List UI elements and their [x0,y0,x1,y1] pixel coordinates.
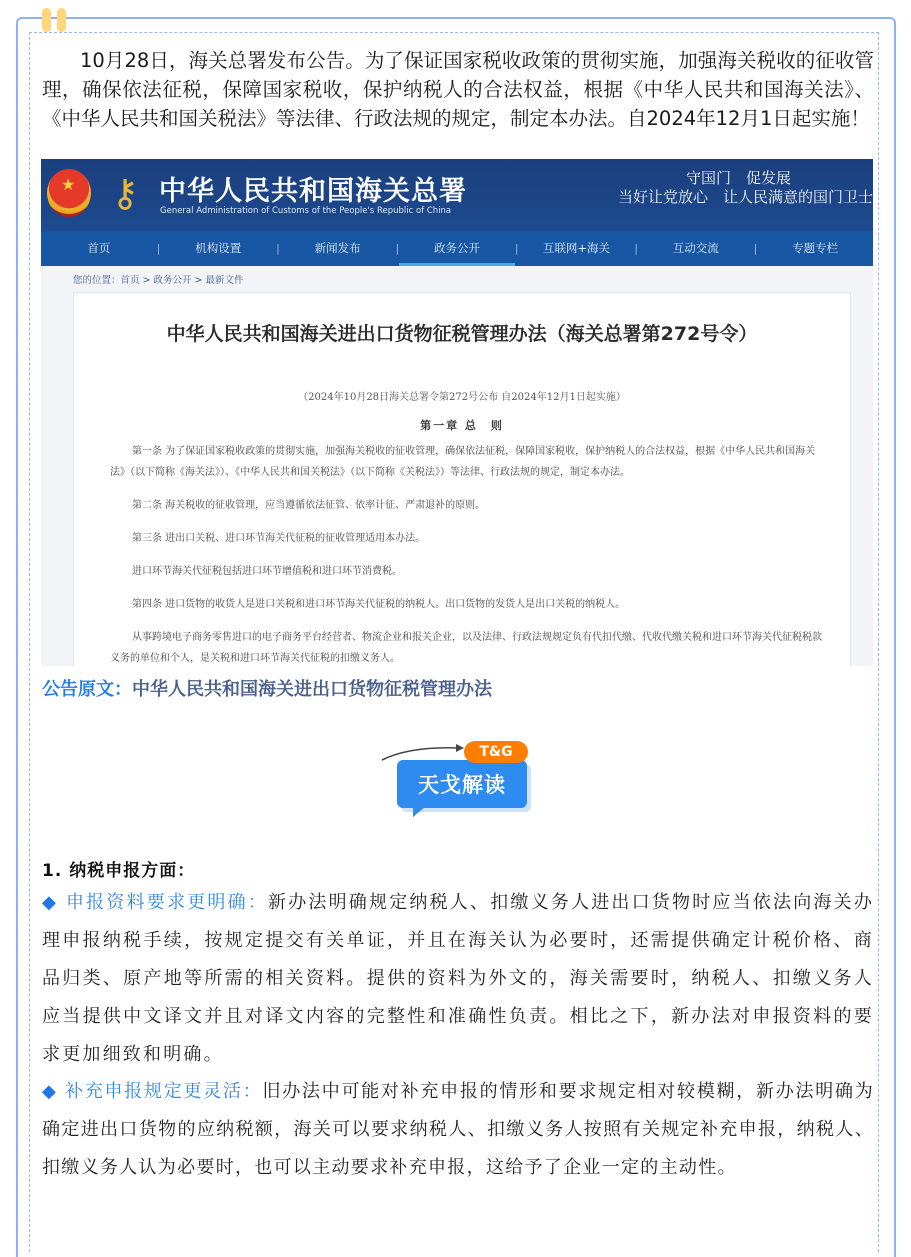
nav-separator: | [395,242,400,255]
document-date: （2024年10月28日海关总署令第272号公布 自2024年12月1日起实施） [298,392,626,403]
doc-article-3: 第三条 进出口关税、进口环节海关代征税的征收管理适用本办法。 [132,533,426,544]
nav-interaction[interactable]: 互动交流 [672,241,719,255]
nav-separator: | [634,242,638,255]
decorative-clip-right [57,8,66,32]
item-heading: 申报资料要求更明确： [65,892,268,913]
site-title: 中华人民共和国海关总署 [159,176,467,207]
site-header [41,159,873,231]
nav-separator: | [753,242,758,255]
document-title: 中华人民共和国海关进出口货物征税管理办法（海关总署第272号令） [166,323,758,345]
item-text: 新办法明确规定纳税人、扣缴义务人进出口货物时应当依法向海关办理申报纳税手续，按规定提交有关单证，并且在海关认为必要时，还需提供确定计税价格、商品归类、原产地等所需的相关资料。提供的资料为外文的，海关需要时，纳税人、扣缴义务人应当提供中文译文并且对译文内容的完整性和准确性负责。相比之下，新办法对申报资料的要求更加细致和明确。 [42,892,875,1065]
doc-article-4: 第四条 进口货物的收货人是进口关税和进口环节海关代征税的纳税人。出口货物的发货人是出口关税的纳税人。 [132,599,626,610]
nav-news[interactable]: 新闻发布 [314,241,361,255]
item-heading: 补充申报规定更灵活： [65,1081,263,1102]
nav-separator: | [514,242,519,255]
doc-article-2: 第二条 海关税收的征收管理，应当遵循依法征管、依率计征、严肃退补的原则。 [132,500,486,511]
decorative-clip-left [42,8,51,32]
item-text: 旧办法中可能对补充申报的情形和要求规定相对较模糊，新办法明确为确定进出口货物的应纳税额，海关可以要求纳税人、扣缴义务人按照有关规定补充申报，纳税人、扣缴义务人认为必要时，也可以主动要求补充申报，这给予了企业一定的主动性。 [42,1081,875,1178]
document-chapter: 第一章 总 则 [420,419,504,432]
nav-organization[interactable]: 机构设置 [195,241,242,255]
diamond-bullet-icon: ◆ [42,892,59,913]
doc-article-4-note: 从事跨境电子商务零售进口的电子商务平台经营者、物流企业和报关企业，以及法律、行政法规规定负有代扣代缴、代收代缴关税和进口环节海关代征税税款义务的单位和个人，是关税和进口环节海关代征税的扣缴义务人。 [110,632,822,664]
site-slogan [573,169,873,207]
badge-text: 天戈解读 [418,773,506,797]
slogan-line-2: 当好让党放心 让人民满意的国门卫士 [617,188,873,206]
intro-paragraph: 10月28日，海关总署发布公告。为了保证国家税收政策的贯彻实施，加强海关税收的征收管理，确保依法征税，保障国家税收，保护纳税人的合法权益，根据《中华人民共和国海关法》、《中华人民共和国关税法》等法律、行政法规的规定，制定本办法。自2024年12月1日起实施！ [42,49,874,130]
nav-separator: | [276,242,280,255]
source-title: 中华人民共和国海关进出口货物征税管理办法 [132,679,492,700]
tg-tag: T&G [464,741,528,763]
interpretation-badge [397,760,527,808]
nav-government-affairs[interactable]: 政务公开 [399,231,515,266]
nav-separator: | [156,242,161,255]
national-emblem-icon: ★ [47,169,91,217]
doc-article-1: 第一条 为了保证国家税收政策的贯彻实施，加强海关税收的征收管理，确保依法征税，保障国家税收，保护纳税人的合法权益，根据《中华人民共和国海关法》（以下简称《海关法》）、《中华人民共和国关税法》（以下简称《关税法》）等法律、行政法规的规定，制定本办法。 [110,446,816,478]
breadcrumb[interactable]: 您的位置：首页 > 政务公开 > 最新文件 [73,275,244,286]
site-nav [41,231,873,266]
section-title: 1. 纳税申报方面： [42,861,196,881]
section-item-1 [42,884,874,1074]
nav-home[interactable]: 首页 [87,241,111,255]
site-subtitle: General Administration of Customs of the People's Republic of China [160,206,452,216]
document-panel [73,292,851,666]
diamond-bullet-icon: ◆ [42,1081,58,1102]
doc-article-3-note: 进口环节海关代征税包括进口环节增值税和进口环节消费税。 [132,566,402,577]
section-item-2 [42,1073,874,1187]
document-body [110,441,830,666]
source-label: 公告原文： [42,679,132,700]
nav-internet-customs[interactable]: 互联网+海关 [542,241,610,255]
speech-bubble-tail [413,807,425,817]
source-link[interactable] [42,675,492,701]
customs-key-emblem-icon: ⚷ [111,171,139,215]
customs-website-screenshot [41,159,873,666]
slogan-line-1: 守国门 促发展 [685,169,791,187]
nav-special-topics[interactable]: 专题专栏 [792,241,839,255]
